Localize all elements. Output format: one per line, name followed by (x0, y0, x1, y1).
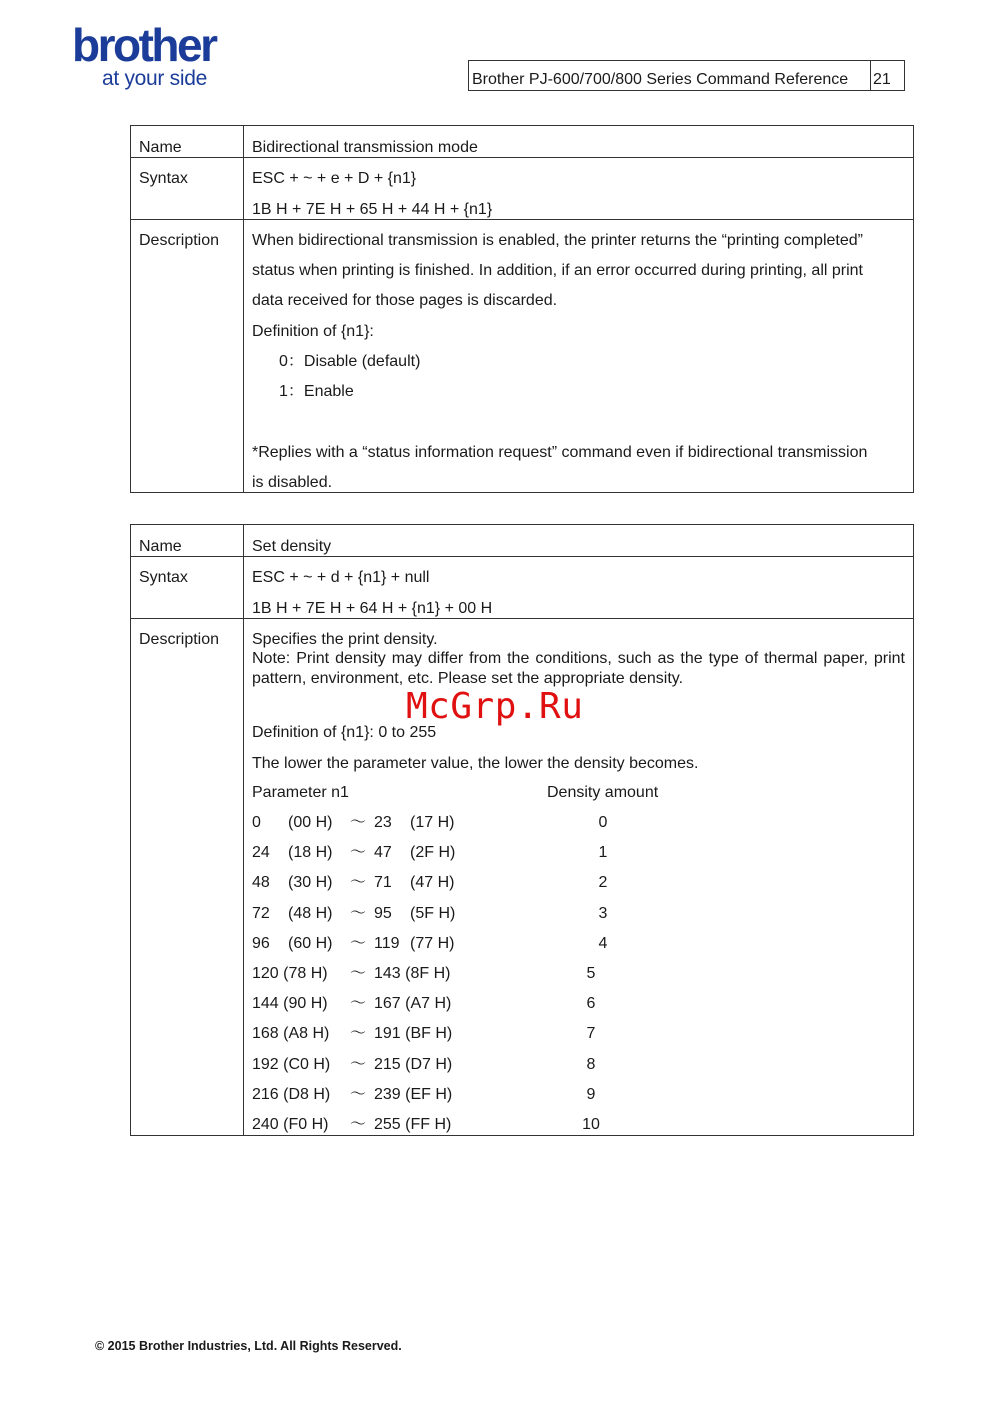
density-table-body (252, 803, 905, 1135)
density-amount: 0 (598, 814, 608, 832)
density-amount: 3 (598, 904, 608, 922)
range-end-hex: (47 H) (410, 874, 455, 892)
document-title: Brother PJ-600/700/800 Series Command Reference (472, 71, 849, 88)
range-tilde: ～ (350, 1085, 367, 1103)
density-amount: 10 (582, 1115, 600, 1133)
range-end-hex: (77 H) (410, 934, 455, 952)
range-tilde: ～ (350, 995, 367, 1013)
range-end: 23 (374, 814, 392, 832)
range-start: 240 (F0 H) (252, 1115, 329, 1133)
syntax-label: Syntax (139, 569, 188, 587)
density-amount: 9 (586, 1085, 596, 1103)
name-label: Name (139, 538, 182, 555)
brand-wordmark: brother (72, 19, 216, 71)
range-end-hex: (17 H) (410, 814, 455, 832)
density-amount: 7 (586, 1025, 596, 1043)
syntax-label: Syntax (139, 170, 188, 188)
range-start-hex: (00 H) (288, 814, 333, 832)
note-line: *Replies with a “status information request” command even if bidirectional transmission (252, 443, 868, 461)
range-end-hex: (2F H) (410, 844, 456, 862)
range-end: 47 (374, 844, 392, 862)
name-row (131, 126, 914, 158)
density-amount: 6 (586, 995, 596, 1013)
description-row (131, 219, 914, 492)
page-number: 21 (870, 61, 904, 90)
range-end: 119 (374, 934, 400, 952)
range-end-hex: (5F H) (410, 904, 456, 922)
density-amount: 8 (586, 1055, 596, 1073)
option-disable: 0：Disable (default) (279, 353, 421, 371)
name-row (131, 525, 914, 557)
column-header-density: Density amount (547, 783, 659, 801)
description-label: Description (139, 231, 220, 249)
syntax-hex: 1B H + 7E H + 64 H + {n1} + 00 H (252, 599, 493, 617)
syntax-hex: 1B H + 7E H + 65 H + 44 H + {n1} (252, 200, 493, 218)
density-row (252, 1014, 905, 1044)
density-row (252, 893, 905, 923)
brand-tagline: at your side (102, 67, 207, 90)
description-line: When bidirectional transmission is enabled, the printer returns the “printing completed” (252, 231, 863, 249)
density-row (252, 803, 905, 833)
density-row (252, 984, 905, 1014)
density-row (252, 1044, 905, 1074)
range-end: 215 (D7 H) (374, 1055, 453, 1073)
name-label: Name (139, 139, 182, 156)
copyright-footer: © 2015 Brother Industries, Ltd. All Rights Reserved. (95, 1339, 402, 1353)
density-amount: 5 (586, 965, 596, 982)
range-tilde: ～ (350, 1025, 367, 1043)
range-tilde: ～ (350, 965, 367, 982)
definition-label: Definition of {n1}: (252, 322, 374, 340)
range-start-hex: (30 H) (288, 874, 333, 892)
watermark: McGrp.Ru (406, 686, 584, 727)
range-end: 167 (A7 H) (374, 995, 452, 1013)
range-tilde: ～ (350, 1115, 367, 1133)
range-end: 71 (374, 874, 392, 892)
density-row (252, 1075, 905, 1105)
option-enable: 1：Enable (279, 383, 354, 401)
range-tilde: ～ (350, 934, 367, 952)
range-tilde: ～ (350, 1055, 367, 1073)
range-end: 143 (8F H) (374, 965, 451, 982)
density-row (252, 924, 905, 954)
density-row (252, 833, 905, 863)
command-table-bidirectional (130, 125, 914, 493)
range-end: 239 (EF H) (374, 1085, 453, 1103)
definition-range: Definition of {n1}: 0 to 255 (252, 724, 437, 742)
range-end: 255 (FF H) (374, 1115, 452, 1133)
range-start: 168 (A8 H) (252, 1025, 330, 1043)
brother-logo (72, 19, 252, 94)
command-name: Bidirectional transmission mode (252, 139, 478, 156)
density-row (252, 863, 905, 893)
syntax-row (131, 557, 914, 619)
range-end: 191 (BF H) (374, 1025, 453, 1043)
lower-note: The lower the parameter value, the lower the density becomes. (252, 754, 699, 772)
range-start-hex: (48 H) (288, 904, 333, 922)
command-table-set-density (130, 524, 914, 1136)
density-amount: 2 (598, 874, 608, 892)
range-start: 24 (252, 844, 270, 862)
syntax-ascii: ESC + ~ + d + {n1} + null (252, 569, 430, 587)
density-amount: 4 (598, 934, 608, 952)
syntax-row (131, 158, 914, 220)
range-tilde: ～ (350, 814, 367, 832)
range-tilde: ～ (350, 874, 367, 892)
range-start: 96 (252, 934, 270, 952)
density-note: Note: Print density may differ from the conditions, such as the type of thermal paper, print pattern, environment, etc. Please set the appropriate density. (252, 650, 905, 687)
range-start: 120 (78 H) (252, 965, 328, 982)
range-start: 144 (90 H) (252, 995, 328, 1013)
density-header-row (252, 773, 905, 803)
column-header-parameter: Parameter n1 (252, 783, 349, 801)
range-tilde: ～ (350, 904, 367, 922)
density-amount: 1 (598, 844, 608, 862)
range-start: 216 (D8 H) (252, 1085, 331, 1103)
range-start: 48 (252, 874, 270, 892)
density-row (252, 954, 905, 984)
command-name: Set density (252, 538, 332, 555)
syntax-ascii: ESC + ~ + e + D + {n1} (252, 170, 417, 188)
description-line: data received for those pages is discarded. (252, 292, 558, 310)
description-text: Specifies the print density. (252, 630, 438, 648)
description-label: Description (139, 630, 220, 648)
range-tilde: ～ (350, 844, 367, 862)
description-line: status when printing is finished. In addition, if an error occurred during printing, all print (252, 262, 863, 280)
range-end: 95 (374, 904, 392, 922)
range-start: 192 (C0 H) (252, 1055, 331, 1073)
range-start: 72 (252, 904, 270, 922)
note-line: is disabled. (252, 473, 333, 491)
range-start: 0 (252, 814, 261, 832)
range-start-hex: (60 H) (288, 934, 333, 952)
range-start-hex: (18 H) (288, 844, 333, 862)
page-header (468, 60, 905, 91)
density-row (252, 1105, 905, 1135)
